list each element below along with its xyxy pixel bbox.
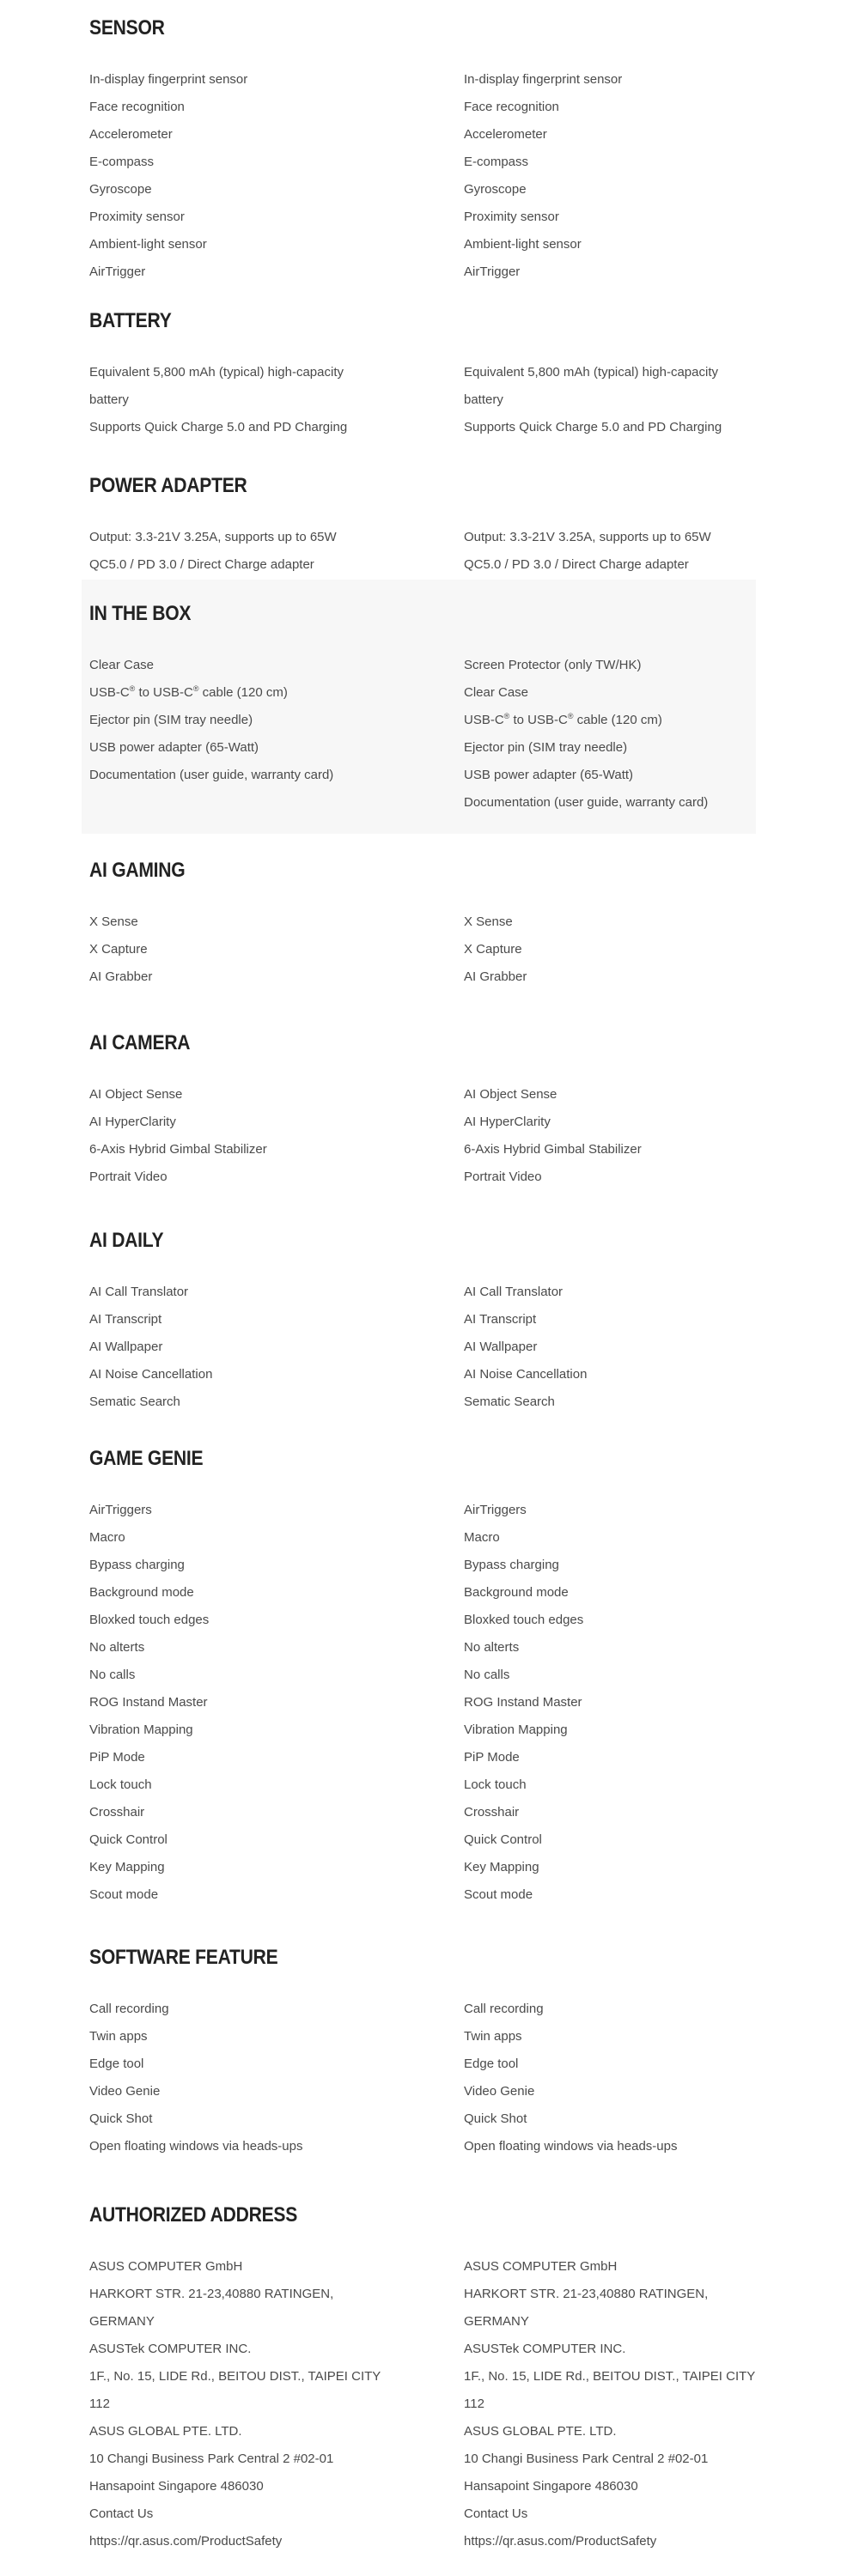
section-title-game-genie: GAME GENIE [89,1447,204,1470]
spec-item: Face recognition [464,100,559,114]
spec-item: Open floating windows via heads-ups [89,2139,303,2154]
spec-item: Vibration Mapping [464,1722,568,1737]
right-column [464,1497,756,1909]
product-safety-link[interactable]: https://qr.asus.com/ProductSafety [464,2534,657,2549]
spec-item: Lock touch [89,1777,152,1792]
spec-item: Call recording [464,2002,544,2016]
spec-columns [89,652,756,817]
spec-item: No calls [464,1668,510,1682]
spec-item: Accelerometer [89,127,173,142]
spec-item: GERMANY [89,2314,155,2329]
right-column [464,66,756,286]
spec-item: AirTrigger [464,264,521,279]
spec-item: ASUS COMPUTER GmbH [464,2259,618,2274]
spec-item: HARKORT STR. 21-23,40880 RATINGEN, [89,2287,334,2301]
spec-item: Portrait Video [89,1170,168,1184]
contact-us-link[interactable]: Contact Us [464,2506,528,2521]
spec-item: AI Call Translator [89,1285,189,1299]
spec-item: AirTriggers [89,1503,152,1517]
section-power-adapter [82,475,756,579]
spec-item: Ambient-light sensor [89,237,207,252]
spec-item: Proximity sensor [464,210,559,224]
spec-item: Gyroscope [464,182,527,197]
spec-item: USB-C® to USB-C® cable (120 cm) [464,712,662,727]
spec-item: AI HyperClarity [89,1115,176,1129]
spec-item: AI Noise Cancellation [89,1367,213,1382]
section-title-in-the-box: IN THE BOX [89,602,192,625]
registered-mark: ® [503,712,510,720]
spec-item: Bypass charging [89,1558,185,1572]
spec-columns [89,66,756,286]
right-column [464,1081,756,1191]
spec-item: Edge tool [89,2057,144,2071]
spec-item: Twin apps [89,2029,148,2044]
section-title-power-adapter: POWER ADAPTER [89,474,247,497]
spec-item: Accelerometer [464,127,547,142]
spec-item: Twin apps [464,2029,522,2044]
left-column [89,1279,464,1416]
spec-item: AI Object Sense [89,1087,183,1102]
spec-item: AI Wallpaper [464,1340,538,1354]
spec-item: No alterts [89,1640,145,1655]
spec-item: battery [89,392,129,407]
left-column [89,524,464,579]
spec-item: Open floating windows via heads-ups [464,2139,678,2154]
spec-item: GERMANY [464,2314,529,2329]
spec-item: Scout mode [89,1887,159,1902]
section-title-ai-daily: AI DAILY [89,1229,164,1252]
spec-item: USB-C® to USB-C® cable (120 cm) [89,684,288,700]
spec-item: Hansapoint Singapore 486030 [89,2479,264,2494]
spec-item: Bloxked touch edges [89,1613,210,1627]
left-column [89,652,464,817]
spec-item: Supports Quick Charge 5.0 and PD Charging [464,420,722,434]
spec-columns [89,1279,756,1416]
contact-us-link[interactable]: Contact Us [89,2506,154,2521]
spec-item: Equivalent 5,800 mAh (typical) high-capacity [464,365,718,380]
spec-item: Proximity sensor [89,210,185,224]
right-column [464,359,756,441]
right-column [464,1279,756,1416]
spec-item: Quick Control [464,1832,542,1847]
spec-item: Output: 3.3-21V 3.25A, supports up to 65W [464,530,711,544]
spec-item: 6-Axis Hybrid Gimbal Stabilizer [464,1142,642,1157]
spec-item: Output: 3.3-21V 3.25A, supports up to 65W [89,530,337,544]
spec-item: E-compass [89,155,155,169]
spec-item: Bloxked touch edges [464,1613,584,1627]
spec-columns [89,359,756,441]
spec-item: AirTriggers [464,1503,527,1517]
spec-item: Key Mapping [89,1860,165,1874]
spec-columns [89,908,756,991]
spec-item: X Sense [464,914,513,929]
spec-item: Edge tool [464,2057,519,2071]
section-in-the-box [82,580,756,834]
spec-item: PiP Mode [89,1750,145,1765]
section-title-battery: BATTERY [89,309,172,332]
spec-item: Portrait Video [464,1170,542,1184]
spec-item: ROG Instand Master [464,1695,582,1710]
spec-item: AI Transcript [89,1312,162,1327]
spec-item: E-compass [464,155,529,169]
spec-columns [89,1497,756,1909]
right-column [464,908,756,991]
spec-sections [0,17,859,2576]
section-software-feature [82,1947,756,2160]
spec-item: 1F., No. 15, LIDE Rd., BEITOU DIST., TAIPEI CITY [464,2369,756,2384]
spec-item: Ambient-light sensor [464,237,582,252]
spec-item: Gyroscope [89,182,152,197]
spec-item: USB power adapter (65-Watt) [89,740,259,755]
spec-item: AI Transcript [464,1312,537,1327]
spec-item: Macro [89,1530,125,1545]
spec-item: Bypass charging [464,1558,559,1572]
spec-item: Video Genie [464,2084,535,2099]
spec-columns [89,1081,756,1191]
spec-item: AI Call Translator [464,1285,564,1299]
left-column [89,908,464,991]
spec-item: Crosshair [89,1805,145,1820]
section-ai-camera [82,1032,756,1191]
spec-item: battery [464,392,503,407]
spec-item: ASUS COMPUTER GmbH [89,2259,243,2274]
spec-item: AI Grabber [464,969,527,984]
spec-item: ASUS GLOBAL PTE. LTD. [89,2424,242,2439]
spec-item: No calls [89,1668,136,1682]
spec-item: Vibration Mapping [89,1722,193,1737]
spec-item: ASUS GLOBAL PTE. LTD. [464,2424,617,2439]
spec-item: X Capture [464,942,522,957]
left-column [89,1996,464,2160]
spec-item: Key Mapping [464,1860,539,1874]
spec-item: AI Noise Cancellation [464,1367,588,1382]
right-column [464,2253,756,2555]
section-title-software-feature: SOFTWARE FEATURE [89,1946,278,1969]
spec-item: Hansapoint Singapore 486030 [464,2479,638,2494]
spec-item: Lock touch [464,1777,527,1792]
section-sensor [82,17,756,286]
spec-item: 10 Changi Business Park Central 2 #02-01 [464,2451,709,2466]
spec-item: No alterts [464,1640,520,1655]
section-title-ai-gaming: AI GAMING [89,859,186,882]
spec-item: AI Object Sense [464,1087,557,1102]
spec-item: USB power adapter (65-Watt) [464,768,634,782]
spec-item: X Capture [89,942,148,957]
spec-item: Macro [464,1530,500,1545]
section-game-genie [82,1448,756,1909]
spec-item: In-display fingerprint sensor [464,72,623,87]
section-ai-gaming [82,860,756,991]
left-column [89,359,464,441]
spec-item: Background mode [464,1585,569,1600]
spec-item: ASUSTek COMPUTER INC. [89,2342,252,2356]
spec-item: Quick Shot [464,2111,527,2126]
section-authorized-address [82,2204,756,2576]
spec-item: Quick Control [89,1832,168,1847]
spec-item: Clear Case [89,658,155,672]
spec-item: In-display fingerprint sensor [89,72,248,87]
spec-item: 6-Axis Hybrid Gimbal Stabilizer [89,1142,267,1157]
spec-item: AI Wallpaper [89,1340,163,1354]
spec-item: Scout mode [464,1887,533,1902]
spec-item: 112 [89,2397,110,2411]
spec-item: 1F., No. 15, LIDE Rd., BEITOU DIST., TAIPEI CITY [89,2369,381,2384]
spec-item: Sematic Search [464,1394,555,1409]
spec-columns [89,1996,756,2160]
spec-item: AI HyperClarity [464,1115,551,1129]
right-column [464,524,756,579]
right-column [464,652,756,817]
spec-item: Background mode [89,1585,194,1600]
spec-item: QC5.0 / PD 3.0 / Direct Charge adapter [89,557,314,572]
spec-item: QC5.0 / PD 3.0 / Direct Charge adapter [464,557,689,572]
spec-item: Crosshair [464,1805,520,1820]
spec-item: Call recording [89,2002,169,2016]
left-column [89,66,464,286]
spec-item: AirTrigger [89,264,146,279]
spec-item: AI Grabber [89,969,153,984]
spec-item: Screen Protector (only TW/HK) [464,658,642,672]
right-column [464,1996,756,2160]
spec-item: Sematic Search [89,1394,180,1409]
spec-item: Equivalent 5,800 mAh (typical) high-capacity [89,365,344,380]
spec-item: ASUSTek COMPUTER INC. [464,2342,626,2356]
spec-columns [89,524,756,579]
section-ai-daily [82,1230,756,1416]
registered-mark: ® [192,684,199,693]
spec-item: Video Genie [89,2084,161,2099]
section-title-sensor: SENSOR [89,16,165,39]
spec-item: 112 [464,2397,484,2411]
registered-mark: ® [129,684,136,693]
left-column [89,2253,464,2555]
product-safety-link[interactable]: https://qr.asus.com/ProductSafety [89,2534,283,2549]
spec-item: Ejector pin (SIM tray needle) [464,740,628,755]
spec-item: Face recognition [89,100,185,114]
spec-item: Documentation (user guide, warranty card) [464,795,709,810]
left-column [89,1081,464,1191]
registered-mark: ® [567,712,574,720]
left-column [89,1497,464,1909]
spec-columns [89,2253,756,2555]
spec-item: Supports Quick Charge 5.0 and PD Charging [89,420,348,434]
spec-item: ROG Instand Master [89,1695,208,1710]
section-title-ai-camera: AI CAMERA [89,1031,191,1054]
spec-item: X Sense [89,914,138,929]
section-battery [82,310,756,441]
spec-item: Quick Shot [89,2111,153,2126]
spec-item: PiP Mode [464,1750,520,1765]
spec-item: Clear Case [464,685,529,700]
section-title-authorized-address: AUTHORIZED ADDRESS [89,2203,298,2227]
spec-item: Documentation (user guide, warranty card) [89,768,334,782]
spec-item: 10 Changi Business Park Central 2 #02-01 [89,2451,334,2466]
spec-item: HARKORT STR. 21-23,40880 RATINGEN, [464,2287,709,2301]
spec-item: Ejector pin (SIM tray needle) [89,713,253,727]
